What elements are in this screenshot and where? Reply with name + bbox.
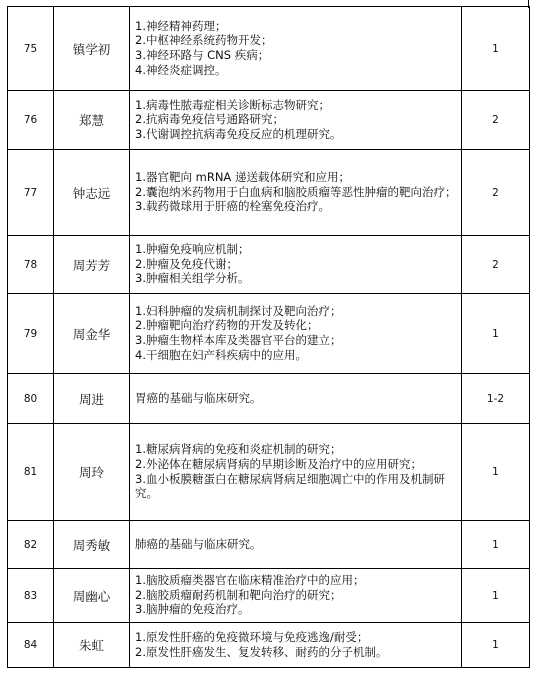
enrollment-count: 1	[462, 424, 530, 521]
table-row	[8, 569, 530, 623]
research-direction-item: 2.原发性肝癌发生、复发转移、耐药的分子机制。	[135, 644, 388, 659]
table-row	[8, 294, 530, 374]
research-direction-item: 1.妇科肿瘤的发病机制探讨及靶向治疗；	[135, 303, 342, 318]
research-directions	[130, 424, 462, 521]
research-direction-item: 1.原发性肝癌的免疫微环境与免疫逃逸/耐受；	[135, 629, 369, 644]
research-direction-item: 1.器官靶向 mRNA 递送载体研究和应用；	[135, 170, 350, 185]
supervisor-name: 钟志远	[54, 150, 130, 236]
research-direction-item: 3.载药微球用于肝癌的栓塞免疫治疗。	[135, 199, 330, 214]
table-body	[8, 7, 530, 668]
supervisor-name: 周芳芳	[54, 236, 130, 294]
research-directions	[130, 236, 462, 294]
supervisor-name: 周金华	[54, 294, 130, 374]
research-direction-item: 2.肿瘤及免疫代谢；	[135, 256, 238, 271]
research-directions	[130, 623, 462, 668]
row-number: 77	[8, 150, 54, 236]
research-direction-item: 4.干细胞在妇产科疾病中的应用。	[135, 347, 307, 362]
enrollment-count: 2	[462, 236, 530, 294]
supervisor-name: 周玲	[54, 424, 130, 521]
research-direction-item: 4.神经炎症调控。	[135, 62, 227, 77]
enrollment-count: 2	[462, 150, 530, 236]
supervisor-name: 镇学初	[54, 7, 130, 91]
research-directions	[130, 7, 462, 91]
research-direction-item: 2.抗病毒免疫信号通路研究；	[135, 112, 284, 127]
table-row	[8, 623, 530, 668]
research-direction-item: 3.脑肿瘤的免疫治疗。	[135, 602, 250, 617]
supervisor-name: 朱虹	[54, 623, 130, 668]
research-direction-item: 1.肿瘤免疫响应机制；	[135, 242, 250, 257]
table-row	[8, 236, 530, 294]
research-directions	[130, 294, 462, 374]
enrollment-count: 1	[462, 7, 530, 91]
enrollment-count: 1	[462, 294, 530, 374]
table-row	[8, 374, 530, 424]
table-row	[8, 521, 530, 569]
research-direction-item: 3.肿瘤相关组学分析。	[135, 271, 250, 286]
enrollment-count: 1	[462, 521, 530, 569]
row-number: 76	[8, 91, 54, 150]
research-direction-item: 1.糖尿病肾病的免疫和炎症机制的研究；	[135, 442, 342, 457]
research-direction-item: 2.中枢神经系统药物开发；	[135, 33, 273, 48]
row-number: 83	[8, 569, 54, 623]
research-direction-item: 1.病毒性脓毒症相关诊断标志物研究；	[135, 97, 330, 112]
supervisor-name: 郑慧	[54, 91, 130, 150]
row-number: 78	[8, 236, 54, 294]
enrollment-count: 1	[462, 569, 530, 623]
row-number: 82	[8, 521, 54, 569]
table-row	[8, 424, 530, 521]
table-row	[8, 7, 530, 91]
enrollment-count: 1	[462, 623, 530, 668]
research-direction-item: 2.脑胶质瘤耐药机制和靶向治疗的研究；	[135, 587, 342, 602]
row-number: 84	[8, 623, 54, 668]
research-direction-item: 3.神经环路与 CNS 疾病；	[135, 48, 270, 62]
research-direction-item: 胃癌的基础与临床研究。	[135, 390, 262, 405]
row-number: 81	[8, 424, 54, 521]
research-directions	[130, 521, 462, 569]
enrollment-count: 2	[462, 91, 530, 150]
research-directions	[130, 91, 462, 150]
research-direction-item: 2.肿瘤靶向治疗药物的开发及转化；	[135, 318, 319, 333]
research-direction-item: 2.囊泡纳米药物用于白血病和脑胶质瘤等恶性肿瘤的靶向治疗；	[135, 184, 457, 199]
supervisor-name: 周幽心	[54, 569, 130, 623]
supervisor-name: 周秀敏	[54, 521, 130, 569]
research-direction-item: 1.神经精神药理；	[135, 18, 227, 33]
supervisor-name: 周进	[54, 374, 130, 424]
research-directions	[130, 150, 462, 236]
research-direction-item: 3.血小板膜糖蛋白在糖尿病肾病足细胞凋亡中的作用及机制研究。	[135, 471, 445, 501]
row-number: 75	[8, 7, 54, 91]
research-directions	[130, 569, 462, 623]
research-direction-item: 3.肿瘤生物样本库及类器官平台的建立；	[135, 333, 342, 347]
row-number: 79	[8, 294, 54, 374]
research-direction-item: 肺癌的基础与临床研究。	[135, 536, 262, 551]
enrollment-count: 1-2	[462, 374, 530, 424]
row-number: 80	[8, 374, 54, 424]
research-direction-item: 2.外泌体在糖尿病肾病的早期诊断及治疗中的应用研究；	[135, 456, 422, 471]
research-directions	[130, 374, 462, 424]
supervisor-table	[7, 6, 530, 668]
research-direction-item: 1.脑胶质瘤类器官在临床精准治疗中的应用；	[135, 573, 365, 588]
table-row	[8, 150, 530, 236]
research-direction-item: 3.代谢调控抗病毒免疫反应的机理研究。	[135, 126, 342, 141]
table-row	[8, 91, 530, 150]
